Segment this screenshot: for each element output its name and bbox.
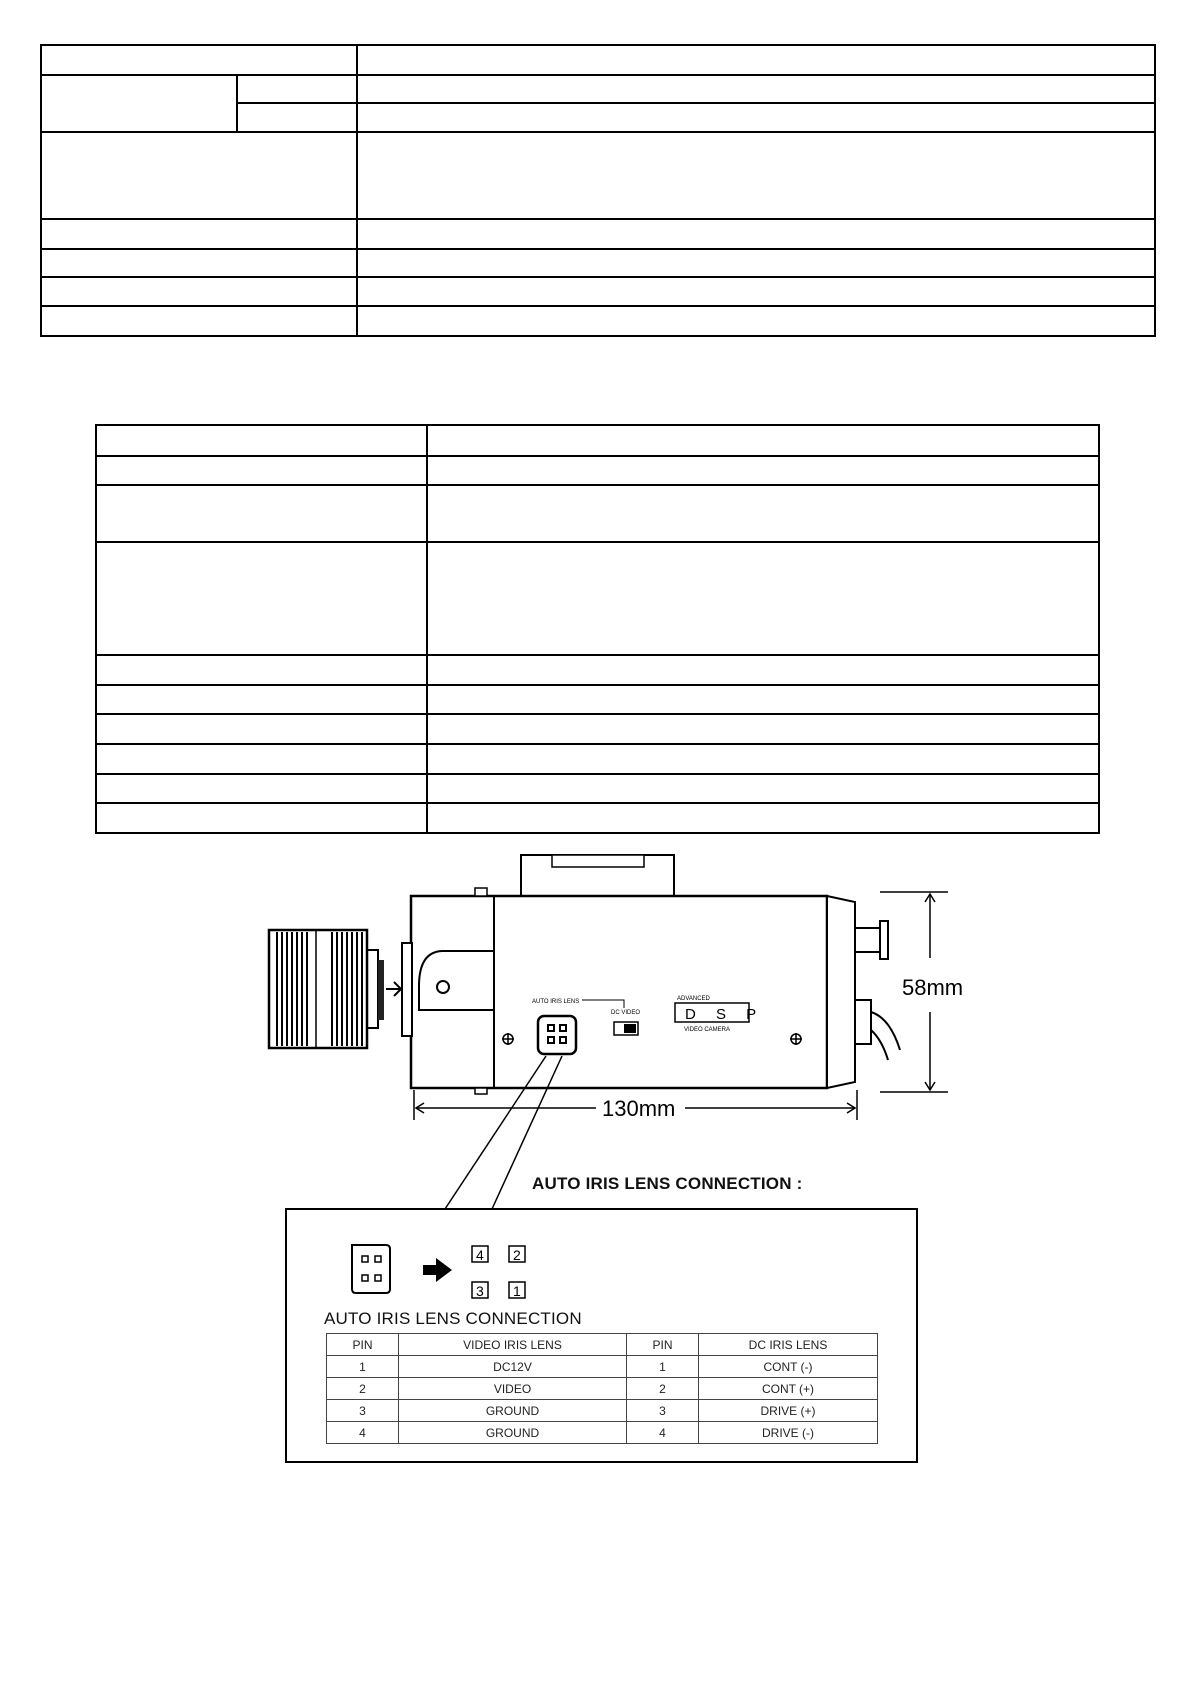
brand-label-main: D S P [685,1006,765,1023]
table-cell: DRIVE (-) [699,1422,878,1444]
width-label: 130mm [602,1096,676,1121]
arrow-right-icon [386,982,401,996]
panel-label-top: AUTO IRIS LENS [532,999,580,1005]
connector-title: AUTO IRIS LENS CONNECTION : [532,1174,803,1193]
brand-label-bottom: VIDEO CAMERA [684,1027,731,1033]
auto-iris-connector [538,1016,576,1054]
column-header: PIN [627,1334,699,1356]
table-row [327,1400,878,1422]
table-cell: 2 [327,1378,399,1400]
pin-number: 1 [513,1283,521,1299]
connector-enlarged [352,1245,390,1293]
table-cell: 4 [627,1422,699,1444]
table-cell: GROUND [399,1422,627,1444]
column-header: DC IRIS LENS [699,1334,878,1356]
table-row [327,1422,878,1444]
rear-connectors [855,921,900,1060]
height-label: 58mm [902,975,964,1000]
pin-connection-table [326,1333,878,1444]
table-cell: 1 [327,1356,399,1378]
table-cell: VIDEO [399,1378,627,1400]
table-row [327,1356,878,1378]
pin-number: 2 [513,1247,521,1263]
table-cell: GROUND [399,1400,627,1422]
column-header: VIDEO IRIS LENS [399,1334,627,1356]
column-header: PIN [327,1334,399,1356]
front-bracket [419,951,494,1010]
brand-label-top: ADVANCED [677,996,710,1002]
mount-slot [552,855,644,867]
pin-number: 4 [476,1247,484,1263]
table-cell: DC12V [399,1356,627,1378]
table-cell: DRIVE (+) [699,1400,878,1422]
table-cell: CONT (+) [699,1378,878,1400]
table-cell: 3 [327,1400,399,1422]
table-header-row [327,1334,878,1356]
table-cell: CONT (-) [699,1356,878,1378]
connection-table-title: AUTO IRIS LENS CONNECTION [324,1309,582,1328]
table-row [327,1378,878,1400]
pin-number: 3 [476,1283,484,1299]
table-cell: 1 [627,1356,699,1378]
switch-label: DC VIDEO [611,1010,641,1016]
table-cell: 3 [627,1400,699,1422]
table-cell: 4 [327,1422,399,1444]
table-cell: 2 [627,1378,699,1400]
